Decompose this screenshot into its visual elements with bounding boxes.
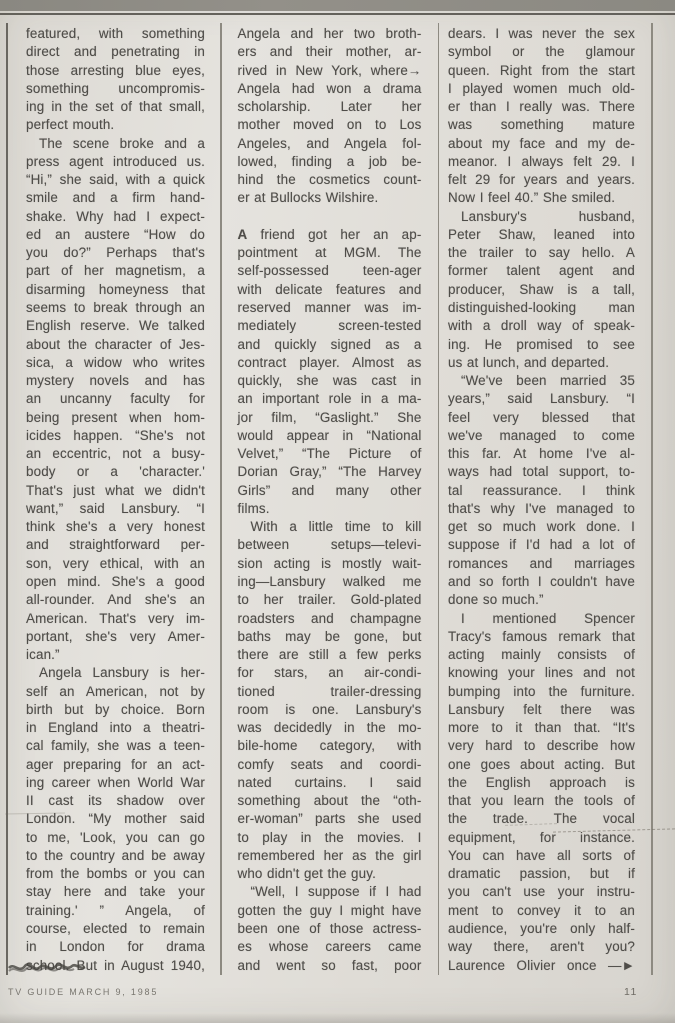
page-number: 11: [624, 986, 638, 998]
text-line: very hard to describe how: [448, 738, 635, 754]
text-line: us at lunch, and departed.: [448, 354, 610, 370]
pencil-scribble-icon: [6, 959, 88, 977]
text-line: the trade. The vocal: [448, 811, 635, 827]
text-line: open mind. She's a good: [26, 573, 205, 589]
text-line: an uncanny faculty for: [26, 391, 205, 407]
text-line: body or a 'character.': [26, 464, 205, 480]
text-line: perfect mouth.: [26, 117, 115, 133]
text-line: bumping into the furniture.: [448, 683, 635, 699]
text-line: felt 29 for years and years.: [448, 172, 635, 188]
text-line: in England into a theatri-: [26, 720, 205, 736]
text-line: “Hi,” she said, with a quick: [26, 172, 205, 188]
text-line: jor film, “Gaslight.” She: [237, 409, 422, 425]
text-line: with a droll way of speak-: [448, 318, 635, 334]
text-line: smile and a firm hand-: [26, 190, 205, 206]
text-line: mother moved on to Los: [237, 117, 422, 133]
text-line: from the bombs or you can: [26, 866, 205, 882]
text-line: pointment at MGM. The: [237, 245, 422, 261]
text-line: more to it than that. “It's: [448, 720, 635, 736]
text-line: er at Bullocks Wilshire.: [237, 190, 379, 206]
text-line: about the character of Jes-: [26, 336, 205, 352]
text-line: Lansbury's husband,: [461, 208, 635, 224]
text-line: meanor. I always felt 29. I: [448, 153, 635, 169]
text-line: contract player. Almost as: [237, 354, 422, 370]
text-line: ment to convey it to an: [448, 902, 635, 918]
text-line: sica, a widow who writes: [26, 354, 205, 370]
text-line: shake. Why had I expect-: [26, 208, 205, 224]
text-line: this far. At home I've al-: [448, 446, 635, 462]
text-line: way there, aren't you?: [448, 939, 635, 955]
text-line: ways had total support, to-: [448, 464, 635, 480]
text-line: self-possessed teen-ager: [237, 263, 422, 279]
text-line: Dorian Gray,” “The Harvey: [237, 464, 422, 480]
text-line: between setups—televi-: [237, 537, 422, 553]
text-line: knowing your lines and not: [448, 665, 635, 681]
text-line: to play in the movies. I: [237, 829, 422, 845]
text-line: in London for drama: [26, 939, 205, 955]
text-line: birth but by choice. Born: [26, 701, 205, 717]
text-line: Girls” and many other: [237, 482, 422, 498]
text-line: ing career when World War: [26, 774, 205, 790]
text-line: all-rounder. And she's an: [26, 592, 205, 608]
text-line: rived in New York, where→: [237, 62, 422, 78]
text-line: featured, with something: [26, 26, 205, 41]
text-line: feel very blessed that: [448, 409, 635, 425]
text-line: That's just what we didn't: [26, 482, 205, 498]
text-line: to me, 'Look, you can go: [26, 829, 205, 845]
text-line: The scene broke and a: [39, 135, 205, 151]
text-line: get so much work done. I: [448, 519, 635, 535]
text-line: Laurence Olivier once —►: [448, 957, 635, 973]
text-line: comfy seats and coordi-: [237, 756, 422, 772]
text-line: audience, you're only half-: [448, 921, 635, 937]
text-line: Lansbury felt there was: [448, 701, 635, 717]
text-line: “Well, I suppose if I had: [250, 884, 422, 900]
text-line: room is one. Lansbury's: [237, 701, 422, 717]
text-line: dramatic passion, but if: [448, 866, 635, 882]
text-line: you can't use your instru-: [448, 884, 635, 900]
text-line: acting mainly consists of: [448, 647, 635, 663]
text-line: you do?” Perhaps that's: [26, 245, 205, 261]
text-line: who didn't get the guy.: [237, 866, 376, 882]
article-column-1: [8, 23, 220, 975]
text-line: producer, Shaw is a tall,: [448, 281, 635, 297]
text-line: self an American, not by: [26, 683, 205, 699]
text-line: ican.”: [26, 647, 60, 663]
text-line: ing—Lansbury walked me: [237, 573, 422, 589]
text-line: to her trailer. Gold-plated: [237, 592, 422, 608]
publication-footer: TV GUIDE MARCH 9, 1985: [8, 987, 159, 997]
text-line: scholarship. Later her: [237, 99, 422, 115]
text-line: and went so fast, poor: [237, 957, 422, 973]
text-line: the English approach is: [448, 774, 635, 790]
text-line: training.' ” Angela, of: [26, 902, 205, 918]
text-line: sion acting is mostly wait-: [237, 555, 422, 571]
text-line: ager preparing for an act-: [26, 756, 205, 772]
text-line: You can have all sorts of: [448, 847, 635, 863]
text-line: was decidedly in the mo-: [237, 720, 422, 736]
text-line: for stars, an air-condi-: [237, 665, 422, 681]
text-line: Angeles, and Angela fol-: [237, 135, 422, 151]
text-line: son, very ethical, with an: [26, 555, 205, 571]
text-line: those arresting blue eyes,: [26, 62, 205, 78]
text-line: Angela and her two broth-: [237, 26, 422, 41]
right-border-rule: [651, 23, 653, 975]
text-line: want,” said Lansbury. “I: [26, 500, 205, 516]
text-line: cal family, she was a teen-: [26, 738, 205, 754]
text-line: er-woman” parts she used: [237, 811, 422, 827]
text-line: about my face and my de-: [448, 135, 635, 151]
text-line: would appear in “National: [237, 427, 422, 443]
text-line: ing in the set of that small,: [26, 99, 205, 115]
text-line: II cast its shadow over: [26, 793, 205, 809]
text-line: English reserve. We talked: [26, 318, 205, 334]
text-line: and straightforward per-: [26, 537, 205, 553]
text-line: part of her magnetism, a: [26, 263, 205, 279]
text-line: bile-home category, with: [237, 738, 422, 754]
top-border-rule: [0, 13, 675, 15]
text-line: course, elected to remain: [26, 921, 205, 937]
text-line: Peter Shaw, leaned into: [448, 226, 635, 242]
text-line: romances and marriages: [448, 555, 635, 571]
text-line: London. “My mother said: [26, 811, 205, 827]
text-line: there are still a few perks: [237, 647, 422, 663]
text-line: been one of those actress-: [237, 921, 422, 937]
text-line: equipment, for instance.: [448, 829, 635, 845]
text-line: Tracy's famous remark that: [448, 628, 635, 644]
text-line: lowed, finding a job be-: [237, 153, 422, 169]
text-line: mystery novels and has: [26, 373, 205, 389]
text-line: American. That's very im-: [26, 610, 205, 626]
text-line: the trailer to say hello. A: [448, 245, 635, 261]
text-line: direct and penetrating in: [26, 44, 205, 60]
text-line: es whose careers came: [237, 939, 422, 955]
text-line: we've managed to come: [448, 427, 635, 443]
text-line: an important role in a ma-: [237, 391, 422, 407]
text-line: er than I really was. There: [448, 99, 635, 115]
text-line: tal reassurance. I think: [448, 482, 635, 498]
text-line: years,” said Lansbury. “I: [448, 391, 635, 407]
text-line: something about the “oth-: [237, 793, 422, 809]
text-line: roadsters and champagne: [237, 610, 422, 626]
text-line: seems to break through an: [26, 299, 205, 315]
text-line: Angela Lansbury is her-: [39, 665, 205, 681]
text-line: tioned trailer-dressing: [237, 683, 422, 699]
text-line: quickly, she was cast in: [237, 373, 422, 389]
text-line: icides happen. “She's not: [26, 427, 205, 443]
text-line: stay here and take your: [26, 884, 205, 900]
text-line: one goes about acting. But: [448, 756, 635, 772]
text-line: was something mature: [448, 117, 635, 133]
text-line: ing. He promised to see: [448, 336, 635, 352]
text-line: distinguished-looking man: [448, 299, 635, 315]
text-line: mediately screen-tested: [237, 318, 422, 334]
text-line: Now I feel 40.” She smiled.: [448, 190, 616, 206]
text-line: With a little time to kill: [250, 519, 422, 535]
text-line: press agent introduced us.: [26, 153, 205, 169]
text-line: queen. Right from the start: [448, 62, 635, 78]
text-line: an eccentric, not a busy-: [26, 446, 205, 462]
page-top-edge-band: [0, 0, 675, 11]
text-line: ers and their mother, ar-: [237, 44, 422, 60]
text-line: and quickly signed as a: [237, 336, 422, 352]
text-line: that's why I've managed to: [448, 500, 635, 516]
text-line: and so forth I couldn't have: [448, 573, 635, 589]
text-line: films.: [237, 500, 270, 516]
text-line: disarming homeyness that: [26, 281, 205, 297]
text-line: gotten the guy I might have: [237, 902, 422, 918]
text-line: Angela had won a drama: [237, 80, 422, 96]
text-line: something uncompromis-: [26, 80, 205, 96]
text-line: portant, she's very Amer-: [26, 628, 205, 644]
text-line: dears. I was never the sex: [448, 26, 635, 41]
text-line: think she's a very honest: [26, 519, 205, 535]
text-line: hind the cosmetics count-: [237, 172, 422, 188]
text-line: Velvet,” “The Picture of: [237, 446, 422, 462]
text-line: that you learn the tools of: [448, 793, 635, 809]
text-line: baths may be gone, but: [237, 628, 422, 644]
text-line: A friend got her an ap-: [237, 226, 422, 242]
text-line: school. But in August 1940,: [26, 957, 205, 973]
text-line: I mentioned Spencer: [461, 610, 635, 626]
text-line: being present when hom-: [26, 409, 205, 425]
text-line: done so much.”: [448, 592, 544, 608]
text-line: symbol or the glamour: [448, 44, 635, 60]
text-line: nated curtains. I said: [237, 774, 422, 790]
text-line: suppose if I'd had a lot of: [448, 537, 635, 553]
article-column-3: [439, 23, 651, 975]
text-line: former talent agent and: [448, 263, 635, 279]
paragraph-gap: [238, 208, 422, 226]
text-line: with delicate features and: [237, 281, 422, 297]
text-line: reserved manner was im-: [237, 299, 422, 315]
text-line: to the country and be away: [26, 847, 205, 863]
article-column-2: [222, 23, 438, 975]
text-line: ed an austere “How do: [26, 226, 205, 242]
text-line: “We've been married 35: [461, 373, 635, 389]
text-line: remembered her as the girl: [237, 847, 422, 863]
scan-bottom-shadow: [0, 1013, 675, 1023]
text-line: I played women much old-: [448, 80, 635, 96]
